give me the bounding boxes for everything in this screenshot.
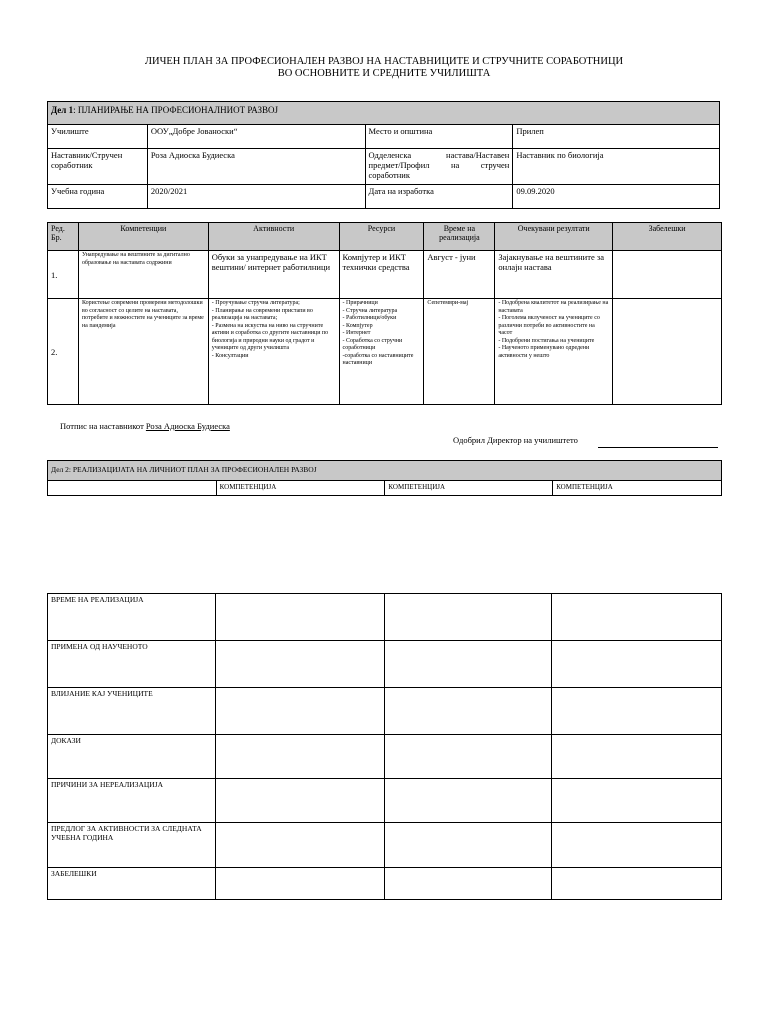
teacher-label: Наставник/Стручен соработник — [48, 149, 148, 185]
eval-cell — [215, 823, 384, 868]
eval-cell — [384, 688, 552, 735]
document-title-line2: ВО ОСНОВНИТЕ И СРЕДНИТЕ УЧИЛИШТА — [277, 68, 491, 79]
place-label: Место и општина — [365, 125, 513, 149]
date-label: Дата на изработка — [365, 185, 513, 209]
table-row — [48, 251, 722, 299]
eval-cell — [215, 641, 384, 688]
eval-cell — [552, 594, 722, 641]
plan-table — [47, 222, 722, 405]
year-value: 2020/2021 — [147, 185, 365, 209]
row2-result: - Подобрена квалитетот на реализирање на наставата - Поголема вклученост на учениците со различни потреби во активностите на часот - Подобрени постигања на учениците - Наученото применувано одредени активности у нешто — [495, 299, 613, 405]
eval-cell — [552, 823, 722, 868]
header-resources: Ресурси — [339, 223, 424, 251]
eval-label-notes: ЗАБЕЛЕШКИ — [48, 868, 216, 900]
eval-cell — [215, 688, 384, 735]
subject-value: Наставник по биологија — [513, 149, 720, 185]
row1-resource: Компјутер и ИКТ технички средства — [339, 251, 424, 299]
header-notes: Забелешки — [613, 223, 722, 251]
eval-cell — [384, 823, 552, 868]
header-time: Време на реализација — [424, 223, 495, 251]
director-signature-line — [598, 447, 718, 448]
eval-label-proposal: ПРЕДЛОГ ЗА АКТИВНОСТИ ЗА СЛЕДНАТА УЧЕБНА ГОДИНА — [48, 823, 216, 868]
eval-cell — [384, 641, 552, 688]
row2-note — [613, 299, 722, 405]
part2-col-competence-2: КОМПЕТЕНЦИЈА — [385, 481, 553, 496]
table-row — [48, 823, 722, 868]
row1-activity: Обуки за унапредување на ИКТ вештини/ интернет работилници — [208, 251, 339, 299]
eval-label-time: ВРЕМЕ НА РЕАЛИЗАЦИЈА — [48, 594, 216, 641]
eval-cell — [384, 594, 552, 641]
place-value: Прилеп — [513, 125, 720, 149]
eval-label-evidence: ДОКАЗИ — [48, 735, 216, 779]
teacher-signature — [60, 421, 230, 431]
eval-cell — [552, 735, 722, 779]
teacher-signature-label: Потпис на наставникот — [60, 421, 144, 431]
table-row — [48, 641, 722, 688]
row2-number: 2. — [48, 299, 79, 405]
part2-col-empty — [48, 481, 217, 496]
eval-cell — [215, 779, 384, 823]
header-results: Очекувани резултати — [495, 223, 613, 251]
header-competences: Компетенции — [78, 223, 208, 251]
part1-header: Дел 1: ПЛАНИРАЊЕ НА ПРОФЕСИОНАЛНИОТ РАЗВОЈ — [48, 102, 720, 125]
eval-cell — [215, 868, 384, 900]
eval-label-reasons: ПРИЧИНИ ЗА НЕРЕАЛИЗАЦИЈА — [48, 779, 216, 823]
eval-cell — [552, 779, 722, 823]
header-number: Ред. Бр. — [48, 223, 79, 251]
eval-cell — [552, 868, 722, 900]
eval-label-application: ПРИМЕНА ОД НАУЧЕНОТО — [48, 641, 216, 688]
row2-time: Сепетември-мај — [424, 299, 495, 405]
subject-label: Одделенска настава/Наставен предмет/Профил на стручен соработник — [365, 149, 513, 185]
year-label: Учебна година — [48, 185, 148, 209]
row1-note — [613, 251, 722, 299]
table-row — [48, 594, 722, 641]
part2-col-competence-1: КОМПЕТЕНЦИЈА — [216, 481, 385, 496]
evaluation-table — [47, 593, 722, 900]
table-row — [48, 735, 722, 779]
part2-col-competence-3: КОМПЕТЕНЦИЈА — [553, 481, 722, 496]
teacher-value: Роза Адиоска Будиеска — [147, 149, 365, 185]
row1-result: Зајакнување на вештините за онлајн настава — [495, 251, 613, 299]
school-value: ООУ„Добре Јованоски“ — [147, 125, 365, 149]
eval-cell — [384, 779, 552, 823]
director-approval-label: Одобрил Директор на училиштето — [453, 435, 578, 445]
eval-cell — [552, 688, 722, 735]
row1-competence: Унапредување на вештините за дигитално образовање на наставата содржини — [78, 251, 208, 299]
table-row — [48, 779, 722, 823]
header-activities: Активности — [208, 223, 339, 251]
row2-resource: - Прирачници - Стручна литература - Работилници/обуки - Компјутер - Интернет - Соработка со стручни соработници -соработка со наставниците наставници — [339, 299, 424, 405]
date-value: 09.09.2020 — [513, 185, 720, 209]
part1-info-table — [47, 101, 720, 209]
document-title-line1: ЛИЧЕН ПЛАН ЗА ПРОФЕСИОНАЛЕН РАЗВОЈ НА НАСТАВНИЦИТЕ И СТРУЧНИТЕ СОРАБОТНИЦИ — [144, 56, 624, 67]
teacher-signature-name: Роза Адиоска Будиеска — [145, 421, 230, 431]
eval-cell — [215, 594, 384, 641]
row2-competence: Користење современи проверени методолошки во согласност со целите на наставата, потребите и можностите на учениците за време на пандемија — [78, 299, 208, 405]
table-row — [48, 688, 722, 735]
row1-time: Август - јуни — [424, 251, 495, 299]
part2-table — [47, 460, 722, 496]
row2-activity: - Проучување стручна литература; - Планирање на современи пристапи во реализација на наставата; - Размена на искуства на ниво на стручните активи и соработка со другите наставници по биологија и природни науки од градот и учениците од други училишта - Консултации — [208, 299, 339, 405]
eval-label-influence: ВЛИЈАНИЕ КАЈ УЧЕНИЦИТЕ — [48, 688, 216, 735]
eval-cell — [215, 735, 384, 779]
school-label: Училиште — [48, 125, 148, 149]
eval-cell — [552, 641, 722, 688]
table-row — [48, 868, 722, 900]
table-row — [48, 299, 722, 405]
part2-header: Дел 2: РЕАЛИЗАЦИЈАТА НА ЛИЧНИОТ ПЛАН ЗА ПРОФЕСИОНАЛЕН РАЗВОЈ — [48, 461, 722, 481]
eval-cell — [384, 868, 552, 900]
row1-number: 1. — [48, 251, 79, 299]
eval-cell — [384, 735, 552, 779]
